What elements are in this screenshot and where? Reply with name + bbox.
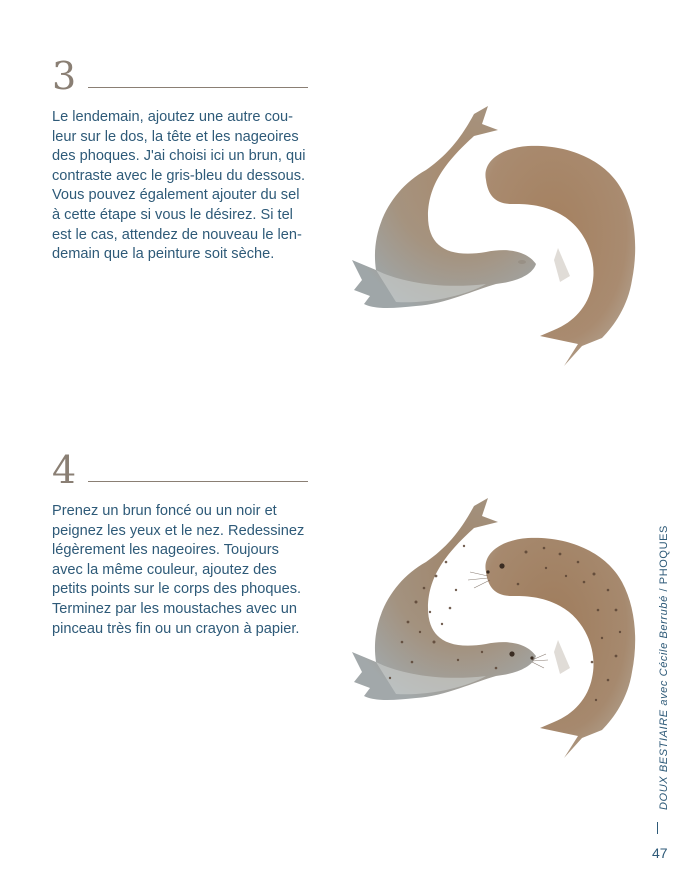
- page-number: 47: [652, 845, 668, 861]
- seals-illustration-step-4: [346, 492, 650, 772]
- step-rule: [88, 87, 308, 88]
- title-separator: /: [658, 584, 670, 596]
- running-title: [658, 525, 670, 810]
- step-3: [52, 54, 308, 265]
- step-number: 3: [52, 54, 77, 98]
- step-header: [52, 54, 308, 98]
- step-instructions: Le lendemain, ajoutez une autre cou- leur sur le dos, la tête et les nageoires des phoques. J'ai choisi ici un brun, qui contraste avec le gris-bleu du dessous. Vous pouvez également ajouter du sel à cette étape si vous le désirez. Si tel est le cas, attendez de nouveau le len- demain que la peinture soit sèche.: [52, 109, 306, 263]
- book-title: DOUX BESTIAIRE avec Cécile Berrubé: [658, 595, 670, 810]
- step-number: 4: [52, 448, 77, 492]
- left-seal: [352, 106, 536, 308]
- chapter-title: PHOQUES: [658, 525, 670, 585]
- step-header: [52, 448, 308, 492]
- sidebar-rule: [657, 822, 658, 834]
- step-4: [52, 448, 308, 639]
- step-instructions: Prenez un brun foncé ou un noir et peignez les yeux et le nez. Redessinez légèrement les nageoires. Toujours avec la même couleur, ajoutez des petits points sur le corps des phoques. Terminez par les moustaches avec un pinceau très fin ou un crayon à papier.: [52, 503, 305, 637]
- left-seal: [352, 498, 536, 700]
- step-rule: [88, 481, 308, 482]
- seals-illustration-step-3: [346, 100, 650, 380]
